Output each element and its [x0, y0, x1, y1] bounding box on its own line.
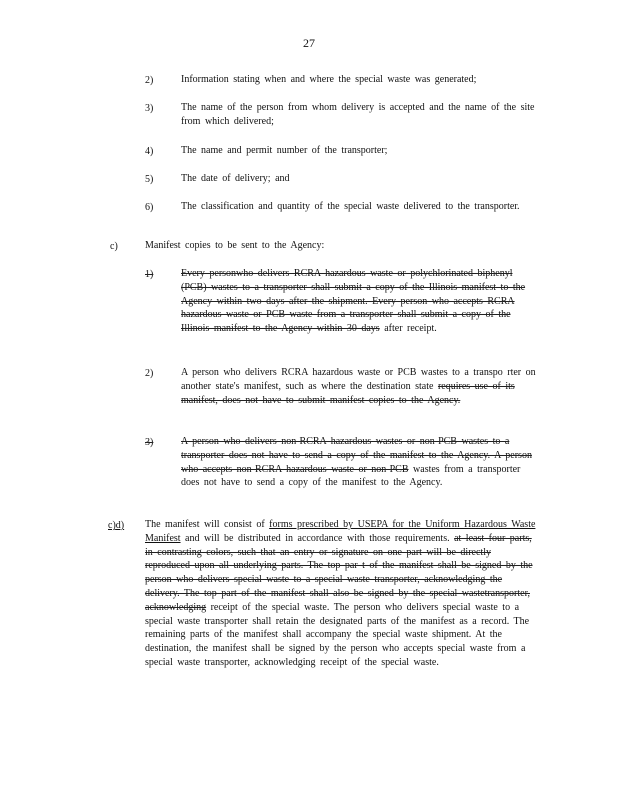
item-text	[181, 435, 538, 490]
item-text: The name of the person from whom delivery is accepted and the name of the site from which delivered;	[181, 102, 535, 127]
subsection-label: c)	[110, 241, 118, 252]
item-label: 3)	[145, 437, 154, 448]
inserted-label: d)	[115, 520, 125, 531]
retained-text: A person who delivers RCRA hazardous waste or PCB wastes to a transpo rter on another state's manifest, such as where the destination state	[181, 367, 536, 392]
item-label: 6)	[145, 202, 154, 213]
item-label: 2)	[145, 75, 154, 86]
subsection-label	[108, 519, 124, 532]
inserted-text: forms prescribed by USEPA for the Uniform Hazardous Waste Manifest	[145, 519, 536, 544]
item-text	[181, 366, 538, 407]
item-text	[181, 267, 538, 336]
item-label: 4)	[145, 146, 154, 157]
item-label: 2)	[145, 368, 154, 379]
struck-text: Every personwho delivers RCRA hazardous waste or polychlorinated biphenyl (PCB) wastes to a transporter shall submit a copy of the Illinois manifest to the Agency within two days after the shipment. Every person who accepts RCRA hazardous waste or PCB waste from a transporter shall submit a copy of the Illinois manifest to the Agency within 30 days	[181, 268, 526, 335]
retained-text: after receipt.	[384, 323, 437, 335]
retained-text: and will be distributed in accordance with those requirements.	[185, 532, 450, 544]
struck-text: A person who delivers non-RCRA hazardous wastes or non-PCB wastes to a transporter does not have to send a copy of the manifest to the Agency. A person who accepts non-RCRA hazardous waste or non-PCB	[181, 436, 532, 475]
item-label: 1)	[145, 269, 154, 280]
struck-text: at least four parts, in contrasting colors, such that an entry or signature on one part will be directly reproduced upon all underlying parts. The top par t of the manifest shall be signed by the person who delivers special waste to a special waste transporter, acknowledging the delivery. The top part of the manifest shall also be signed by the special wastetransporter, acknowledging	[145, 532, 533, 613]
item-text: Information stating when and where the special waste was generated;	[181, 74, 477, 85]
subsection-text	[145, 518, 540, 670]
item-text: The date of delivery; and	[181, 173, 290, 184]
item-label: 3)	[145, 103, 154, 114]
item-text: The classification and quantity of the special waste delivered to the transporter.	[181, 201, 520, 212]
struck-text: requires use of its manifest, does not have to submit manifest copies to the Agency.	[181, 380, 515, 406]
item-text: The name and permit number of the transporter;	[181, 145, 388, 156]
deleted-label: c)	[108, 520, 116, 531]
subsection-heading: Manifest copies to be sent to the Agency:	[145, 240, 325, 251]
page-number: 27	[303, 36, 315, 50]
retained-text: receipt of the special waste. The person who delivers special waste to a special waste transporter shall retain the designated parts of the manifest as a record. The remaining parts of the manifest shall accompany the special waste shipment. At the destination, the manifest shall be signed by the person who accepts special waste from a special waste transporter, acknowledging receipt of the special waste.	[145, 601, 530, 668]
retained-text: wastes from a transporter does not have to send a copy of the manifest to the Agency.	[181, 463, 521, 489]
retained-text: The manifest will consist of	[145, 519, 265, 530]
item-label: 5)	[145, 174, 154, 185]
